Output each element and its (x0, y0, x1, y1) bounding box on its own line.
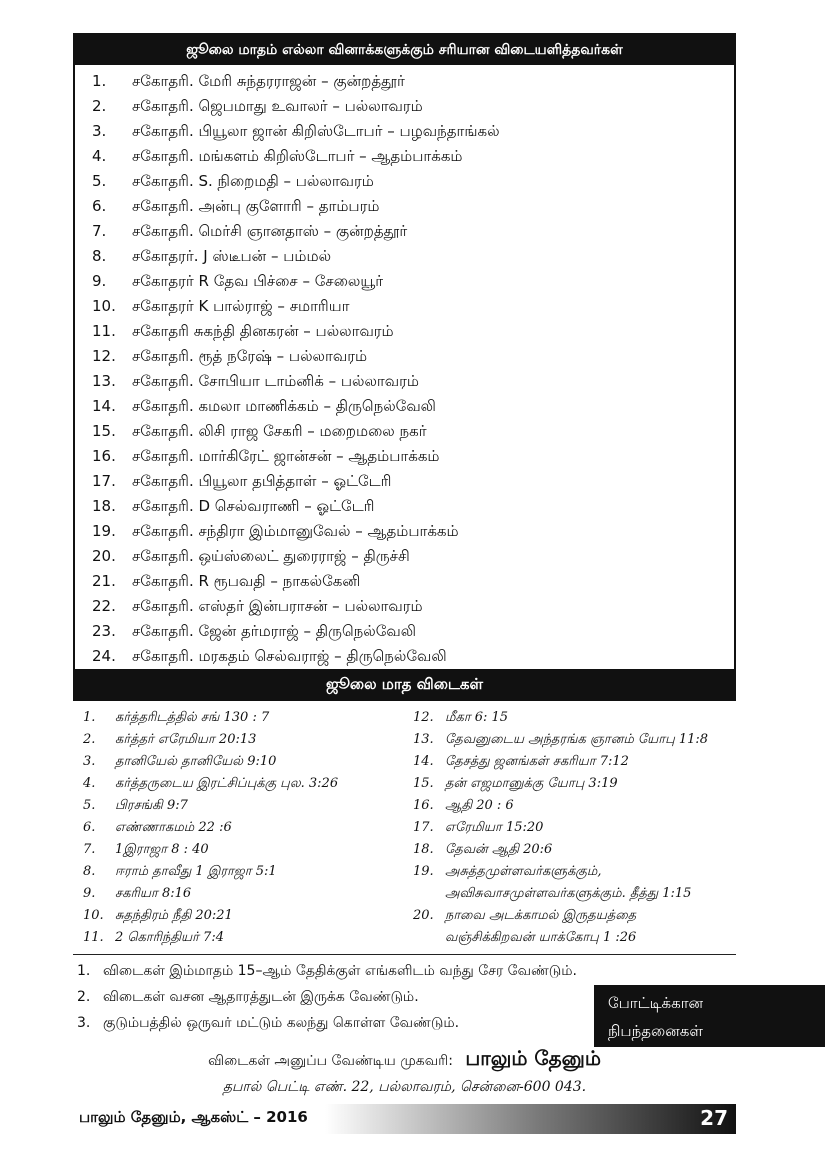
page-number: 27 (700, 1106, 728, 1130)
item-text: எரேமியா 15:20 (445, 820, 544, 835)
winner-row (75, 544, 734, 569)
item-text: சகோதரி. ஒய்ஸ்லைட் துரைராஜ் – திருச்சி (132, 547, 410, 565)
item-number: 7. (92, 222, 107, 240)
item-number: 20. (413, 908, 434, 923)
answer-row (83, 795, 403, 817)
answers-right-column (413, 707, 733, 949)
item-text: சகோதரர் K பால்ராஜ் – சமாரியா (132, 297, 350, 315)
item-number: 19. (413, 864, 434, 879)
item-text: கர்த்தரிடத்தில் சங் 130 : 7 (115, 710, 270, 725)
item-number: 21. (92, 572, 116, 590)
item-number: 8. (92, 247, 107, 265)
item-number: 13. (92, 372, 116, 390)
item-number: 24. (92, 647, 116, 665)
item-text: தன் எஜமானுக்கு யோபு 3:19 (445, 776, 618, 791)
winner-row (75, 394, 734, 419)
answer-row (413, 751, 733, 773)
item-text: எண்ணாகமம் 22 :6 (115, 820, 232, 835)
answer-row (83, 839, 403, 861)
item-number: 2. (77, 989, 91, 1005)
item-number: 1. (77, 963, 91, 979)
winner-row (75, 444, 734, 469)
item-number: 3. (77, 1015, 91, 1031)
answer-row (413, 707, 733, 729)
item-text: சகோதரி. R ரூபவதி – நாகல்கேனி (132, 572, 361, 590)
item-text-continued: வஞ்சிக்கிறவன் யாக்கோபு 1 :26 (445, 930, 637, 945)
item-number: 16. (92, 447, 116, 465)
item-text: தேவனுடைய அந்தரங்க ஞானம் யோபு 11:8 (445, 732, 709, 747)
item-text: சகோதரி. மேரி சுந்தரராஜன் – குன்றத்தூர் (132, 72, 405, 90)
item-text: பிரசங்கி 9:7 (115, 798, 188, 813)
item-number: 2. (83, 732, 96, 747)
item-text-continued: அவிசுவாசமுள்ளவர்களுக்கும். தீத்து 1:15 (445, 886, 692, 901)
winner-row (75, 644, 734, 669)
item-text: சகோதரி. லிசி ராஜ சேகரி – மறைமலை நகர் (132, 422, 427, 440)
winner-row (75, 94, 734, 119)
postal-address: தபால் பெட்டி எண். 22, பல்லாவரம், சென்னை-600 043. (222, 1079, 587, 1095)
item-text: மீகா 6: 15 (445, 710, 509, 725)
item-text: குடும்பத்தில் ஒருவர் மட்டும் கலந்து கொள்ள வேண்டும். (103, 1015, 460, 1031)
answers-title: ஜூலை மாத விடைகள் (75, 669, 734, 699)
contest-label-line1: போட்டிக்கான (608, 994, 704, 1012)
item-text: சுதந்திரம் நீதி 20:21 (115, 908, 233, 923)
item-number: 11. (83, 930, 104, 945)
item-text: சகோதரி. மங்களம் கிறிஸ்டோபர் – ஆதம்பாக்கம் (132, 147, 463, 165)
item-text: சகோதரி. மார்கிரேட் ஜான்சன் – ஆதம்பாக்கம் (132, 447, 440, 465)
address-block (73, 1046, 736, 1097)
item-text: விடைகள் இம்மாதம் 15–ஆம் தேதிக்குள் எங்களிடம் வந்து சேர வேண்டும். (103, 963, 578, 979)
item-text: கர்த்தர் எரேமியா 20:13 (115, 732, 257, 747)
winner-row (75, 244, 734, 269)
answer-row (413, 773, 733, 795)
item-text: சகோதரி. மெர்சி ஞானதாஸ் – குன்றத்தூர் (132, 222, 408, 240)
item-text: சகோதரி. சந்திரா இம்மானுவேல் – ஆதம்பாக்கம் (132, 522, 459, 540)
item-number: 18. (92, 497, 116, 515)
answer-row (413, 905, 733, 949)
item-number: 5. (92, 172, 107, 190)
answer-row (83, 729, 403, 751)
item-number: 14. (413, 754, 434, 769)
answer-row (413, 729, 733, 751)
item-text: சகோதரி. ஜெபமாது உவாலர் – பல்லாவரம் (132, 97, 423, 115)
answer-row (83, 883, 403, 905)
item-number: 9. (92, 272, 107, 290)
item-number: 23. (92, 622, 116, 640)
condition-row (73, 958, 593, 984)
divider (73, 954, 736, 955)
item-text: தானியேல் தானியேல் 9:10 (115, 754, 277, 769)
item-number: 4. (92, 147, 107, 165)
winner-row (75, 169, 734, 194)
item-number: 15. (413, 776, 434, 791)
item-text: சகோதரி. S. நிறைமதி – பல்லாவரம் (132, 172, 374, 190)
item-text: விடைகள் வசன ஆதாரத்துடன் இருக்க வேண்டும். (103, 989, 419, 1005)
item-number: 8. (83, 864, 96, 879)
item-number: 9. (83, 886, 96, 901)
answer-row (83, 751, 403, 773)
condition-row (73, 1010, 593, 1036)
item-number: 6. (92, 197, 107, 215)
winner-row (75, 569, 734, 594)
conditions-list (73, 958, 593, 1036)
winner-row (75, 369, 734, 394)
winners-title: ஜூலை மாதம் எல்லா வினாக்களுக்கும் சரியான விடையளித்தவர்கள் (75, 35, 734, 65)
winner-row (75, 269, 734, 294)
item-number: 1. (83, 710, 96, 725)
winner-row (75, 219, 734, 244)
answer-row (413, 817, 733, 839)
contest-conditions-label (594, 985, 825, 1047)
item-number: 1. (92, 72, 107, 90)
winner-row (75, 119, 734, 144)
item-number: 18. (413, 842, 434, 857)
winner-row (75, 194, 734, 219)
answer-row (413, 795, 733, 817)
answer-row (413, 839, 733, 861)
answer-row (83, 707, 403, 729)
item-text: சகோதரி. ரூத் நரேஷ் – பல்லாவரம் (132, 347, 368, 365)
winners-list (75, 65, 734, 669)
address-label: விடைகள் அனுப்ப வேண்டிய முகவரி: (208, 1053, 453, 1069)
contest-label-line2: நிபந்தனைகள் (608, 1022, 703, 1040)
item-text: சகோதரி சுகந்தி தினகரன் – பல்லாவரம் (132, 322, 394, 340)
answers-section (73, 703, 736, 951)
item-text: சகோதரர் R தேவ பிச்சை – சேலையூர் (132, 272, 384, 290)
item-text: சகோதரி. ஜேன் தர்மராஜ் – திருநெல்வேலி (132, 622, 416, 640)
item-text: நாவை அடக்காமல் இருதயத்தை (445, 908, 637, 923)
item-text: தேசத்து ஜனங்கள் சகரியா 7:12 (445, 754, 629, 769)
item-number: 12. (413, 710, 434, 725)
item-number: 2. (92, 97, 107, 115)
item-number: 15. (92, 422, 116, 440)
winners-box (73, 33, 736, 701)
winner-row (75, 419, 734, 444)
answers-left-column (83, 707, 403, 949)
winner-row (75, 144, 734, 169)
item-text: சகோதரி. மரகதம் செல்வராஜ் – திருநெல்வேலி (132, 647, 447, 665)
item-number: 6. (83, 820, 96, 835)
answer-row (83, 905, 403, 927)
item-number: 7. (83, 842, 96, 857)
answer-row (413, 861, 733, 905)
answer-row (83, 861, 403, 883)
item-number: 10. (92, 297, 116, 315)
winner-row (75, 69, 734, 94)
item-number: 3. (83, 754, 96, 769)
item-text: அசுத்தமுள்ளவர்களுக்கும், (445, 864, 602, 879)
item-number: 17. (413, 820, 434, 835)
item-number: 3. (92, 122, 107, 140)
footer-magazine-issue: பாலும் தேனும், ஆகஸ்ட் – 2016 (79, 1108, 308, 1126)
item-number: 5. (83, 798, 96, 813)
answer-row (83, 773, 403, 795)
winner-row (75, 494, 734, 519)
item-number: 16. (413, 798, 434, 813)
item-text: சகோதரி. பியூலா தபித்தாள் – ஓட்டேரி (132, 472, 392, 490)
item-text: தேவன் ஆதி 20:6 (445, 842, 553, 857)
item-number: 10. (83, 908, 104, 923)
item-text: ஈராம் தாவீது 1 இராஜா 5:1 (115, 864, 277, 879)
item-text: சகோதரர். J ஸ்டீபன் – பம்மல் (132, 247, 332, 265)
item-text: சகோதரி. சோபியா டாம்னிக் – பல்லாவரம் (132, 372, 419, 390)
condition-row (73, 984, 593, 1010)
item-number: 14. (92, 397, 116, 415)
winner-row (75, 619, 734, 644)
item-number: 4. (83, 776, 96, 791)
item-number: 20. (92, 547, 116, 565)
item-text: சகோதரி. கமலா மாணிக்கம் – திருநெல்வேலி (132, 397, 436, 415)
item-text: சகோதரி. D செல்வராணி – ஓட்டேரி (132, 497, 375, 515)
winner-row (75, 319, 734, 344)
page-footer (73, 1104, 736, 1134)
winner-row (75, 344, 734, 369)
item-number: 12. (92, 347, 116, 365)
winner-row (75, 594, 734, 619)
winner-row (75, 519, 734, 544)
winner-row (75, 294, 734, 319)
item-number: 19. (92, 522, 116, 540)
item-text: 1இராஜா 8 : 40 (115, 842, 209, 857)
item-text: சகரியா 8:16 (115, 886, 192, 901)
item-text: சகோதரி. அன்பு குளோரி – தாம்பரம் (132, 197, 380, 215)
item-number: 22. (92, 597, 116, 615)
item-text: சகோதரி. பியூலா ஜான் கிறிஸ்டோபர் – பழவந்தாங்கல் (132, 122, 500, 140)
item-number: 11. (92, 322, 116, 340)
item-text: ஆதி 20 : 6 (445, 798, 514, 813)
item-number: 13. (413, 732, 434, 747)
answer-row (83, 817, 403, 839)
winner-row (75, 469, 734, 494)
item-text: கர்த்தருடைய இரட்சிப்புக்கு புல. 3:26 (115, 776, 339, 791)
magazine-brand: பாலும் தேனும் (465, 1046, 601, 1070)
answer-row (83, 927, 403, 949)
item-number: 17. (92, 472, 116, 490)
item-text: சகோதரி. எஸ்தர் இன்பராசன் – பல்லாவரம் (132, 597, 423, 615)
item-text: 2 கொரிந்தியர் 7:4 (115, 930, 224, 945)
